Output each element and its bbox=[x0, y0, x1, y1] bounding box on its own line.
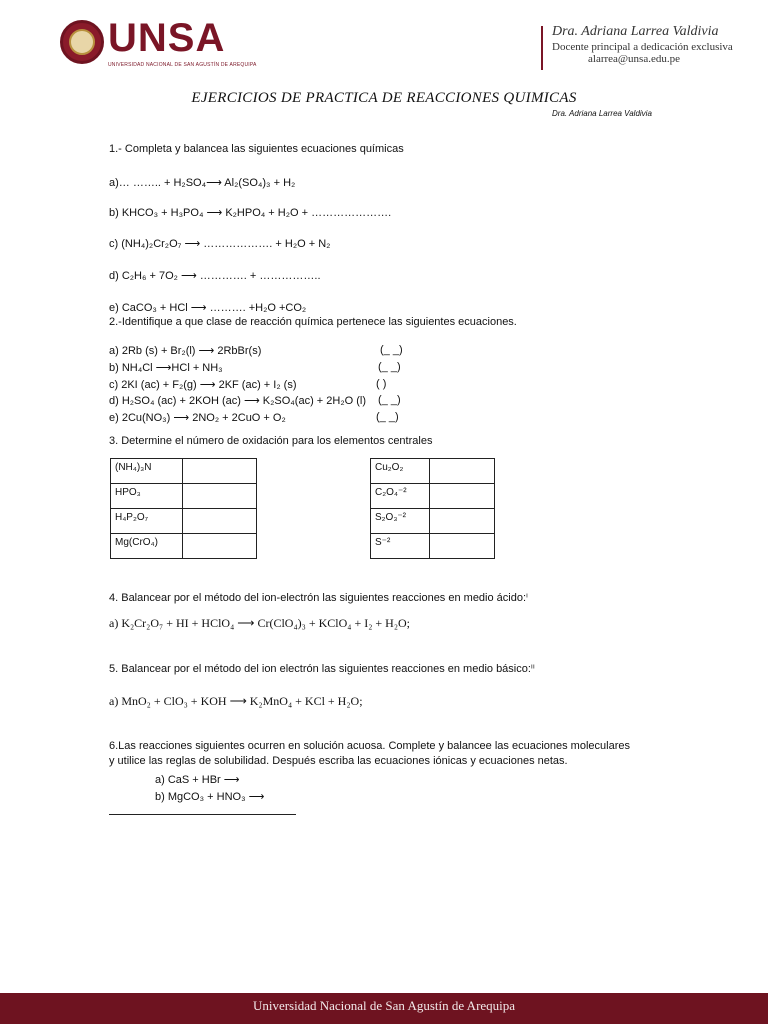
table-row bbox=[371, 459, 495, 484]
university-seal-icon bbox=[60, 20, 104, 64]
q2-item-a: a) 2Rb (s) + Br₂(l) ⟶ 2RbBr(s) bbox=[109, 345, 262, 357]
table-cell-compound: (NH₄)₃N bbox=[111, 459, 183, 484]
answer-cell[interactable] bbox=[430, 484, 495, 509]
answer-cell[interactable] bbox=[430, 459, 495, 484]
table-row bbox=[111, 459, 257, 484]
q6-line2: y utilice las reglas de solubilidad. Después escriba las ecuaciones iónicas y ecuaciones netas. bbox=[109, 755, 568, 767]
q6-a: a) CaS + HBr ⟶ bbox=[155, 774, 240, 786]
oxidation-table-left bbox=[110, 458, 257, 559]
q1-c: c) (NH₄)₂Cr₂O₇ ⟶ ………………. + H₂O + N₂ bbox=[109, 238, 331, 250]
q1-a: a)… …….. + H₂SO₄⟶ Al₂(SO₄)₃ + H₂ bbox=[109, 177, 296, 189]
logo-text: UNSA bbox=[108, 16, 226, 60]
q1-heading: 1.- Completa y balancea las siguientes ecuaciones químicas bbox=[109, 143, 404, 155]
q2-heading: 2.-Identifique a que clase de reacción química pertenece las siguientes ecuaciones. bbox=[109, 316, 517, 328]
table-cell-compound: Cu₂O₂ bbox=[371, 459, 430, 484]
table-row bbox=[111, 534, 257, 559]
author-line: Dra. Adriana Larrea Valdivia bbox=[552, 109, 652, 118]
q2-blank-a: (_ _) bbox=[380, 344, 403, 356]
header-name: Dra. Adriana Larrea Valdivia bbox=[552, 24, 719, 39]
table-row bbox=[111, 484, 257, 509]
table-cell-compound: C₂O₄⁻² bbox=[371, 484, 430, 509]
header-role: Docente principal a dedicación exclusiva bbox=[552, 41, 733, 53]
q1-b: b) KHCO₃ + H₃PO₄ ⟶ K₂HPO₄ + H₂O + …………………. bbox=[109, 207, 392, 219]
q6-line1: 6.Las reacciones siguientes ocurren en solución acuosa. Complete y balancee las ecuaciones moleculares bbox=[109, 740, 630, 752]
table-cell-compound: H₄P₂O₇ bbox=[111, 509, 183, 534]
q2-item-c: c) 2KI (ac) + F₂(g) ⟶ 2KF (ac) + I₂ (s) bbox=[109, 379, 297, 391]
q5-a: a) MnO₂ + ClO₃ + KOH ⟶ K₂MnO₄ + KCl + H₂O; bbox=[109, 694, 363, 708]
q4-a: a) K₂Cr₂O₇ + HI + HClO₄ ⟶ Cr(ClO₄)₃ + KClO₄ + I₂ + H₂O; bbox=[109, 616, 411, 630]
footer-text: Universidad Nacional de San Agustín de Arequipa bbox=[252, 998, 516, 1013]
q6-b: b) MgCO₃ + HNO₃ ⟶ bbox=[155, 791, 265, 803]
q2-item-e: e) 2Cu(NO₃) ⟶ 2NO₂ + 2CuO + O₂ bbox=[109, 412, 286, 424]
q4-heading: 4. Balancear por el método del ion-electrón las siguientes reacciones en medio ácido:ⁱ bbox=[109, 592, 528, 604]
table-cell-compound: S₂O₃⁻² bbox=[371, 509, 430, 534]
answer-cell[interactable] bbox=[430, 534, 495, 559]
header-email: alarrea@unsa.edu.pe bbox=[588, 53, 680, 65]
answer-cell[interactable] bbox=[430, 509, 495, 534]
answer-cell[interactable] bbox=[183, 484, 257, 509]
table-row bbox=[111, 509, 257, 534]
table-cell-compound: HPO₃ bbox=[111, 484, 183, 509]
table-cell-compound: Mg(CrO₄) bbox=[111, 534, 183, 559]
oxidation-table-right bbox=[370, 458, 495, 559]
table-row bbox=[371, 509, 495, 534]
q2-blank-d: (_ _) bbox=[378, 394, 401, 406]
answer-cell[interactable] bbox=[183, 509, 257, 534]
q2-blank-b: (_ _) bbox=[378, 361, 401, 373]
page-title: EJERCICIOS DE PRACTICA DE REACCIONES QUIMICAS bbox=[191, 90, 577, 106]
q2-blank-e: (_ _) bbox=[376, 411, 399, 423]
q1-e: e) CaCO₃ + HCl ⟶ ………. +H₂O +CO₂ bbox=[109, 302, 307, 314]
answer-cell[interactable] bbox=[183, 459, 257, 484]
answer-cell[interactable] bbox=[183, 534, 257, 559]
q2-blank-c: ( ) bbox=[376, 378, 387, 390]
table-row bbox=[371, 484, 495, 509]
q1-d: d) C₂H₆ + 7O₂ ⟶ …………. + …………….. bbox=[109, 270, 321, 282]
q2-item-d: d) H₂SO₄ (ac) + 2KOH (ac) ⟶ K₂SO₄(ac) + 2H₂O (l) bbox=[109, 395, 366, 407]
q2-item-b: b) NH₄Cl ⟶HCl + NH₃ bbox=[109, 362, 223, 374]
header-divider bbox=[541, 26, 543, 70]
unsa-logo bbox=[60, 16, 257, 74]
q3-heading: 3. Determine el número de oxidación para los elementos centrales bbox=[109, 435, 433, 447]
logo-subtext: UNIVERSIDAD NACIONAL DE SAN AGUSTÍN DE AREQUIPA bbox=[108, 62, 257, 68]
table-row bbox=[371, 534, 495, 559]
q5-heading: 5. Balancear por el método del ion electrón las siguientes reacciones en medio básico:ⁱⁱ bbox=[109, 663, 535, 675]
footnote-separator bbox=[109, 814, 296, 815]
table-cell-compound: S⁻² bbox=[371, 534, 430, 559]
